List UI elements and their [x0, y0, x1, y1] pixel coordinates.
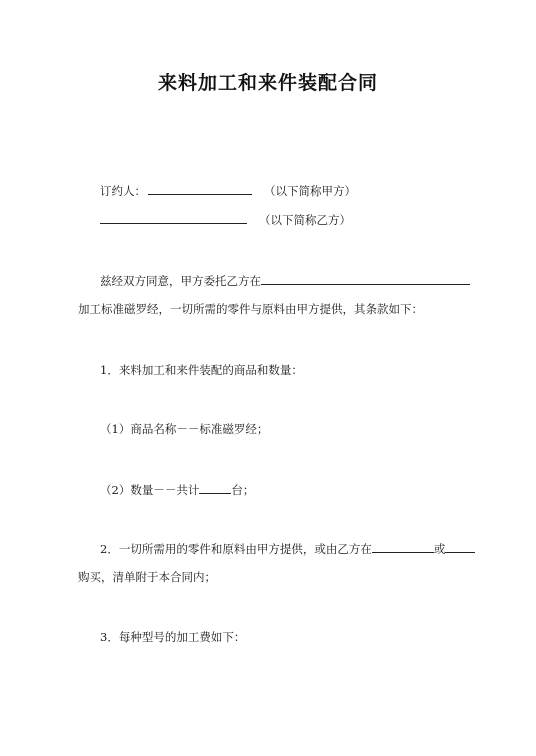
intro-text-1: 兹经双方同意，甲方委托乙方在 — [100, 274, 261, 288]
party-a-blank[interactable] — [148, 182, 252, 195]
clause-1 — [100, 362, 303, 378]
intro-text-2: 加工标准磁罗经，一切所需的零件与原料由甲方提供，其条款如下： — [78, 302, 423, 316]
clause-2-line-1 — [100, 540, 475, 557]
clause-1-item-2-text: （2）数量－－共计 — [100, 483, 200, 497]
clause-2-line-2 — [78, 569, 216, 585]
location-blank[interactable] — [261, 272, 470, 285]
clause-1-item-2 — [100, 481, 254, 498]
clause-3-text: 3．每种型号的加工费如下： — [100, 630, 246, 644]
purchase-place-blank-2[interactable] — [445, 540, 475, 553]
clause-1-item-1-text: （1）商品名称－－标准磁罗经； — [100, 422, 269, 436]
party-a-suffix: （以下简称甲方） — [264, 184, 356, 198]
party-b-blank[interactable] — [100, 211, 247, 224]
quantity-blank[interactable] — [199, 481, 231, 494]
document-title: 来料加工和来件装配合同 — [157, 72, 378, 94]
purchase-place-blank-1[interactable] — [372, 540, 434, 553]
clause-1-item-2-unit: 台； — [231, 483, 255, 497]
clause-2-text: 2．一切所需用的零件和原料由甲方提供，或由乙方在 — [100, 542, 372, 556]
clause-3 — [100, 629, 245, 645]
clause-1-item-1 — [100, 421, 268, 437]
party-a-label: 订约人： — [100, 184, 146, 198]
party-b-line — [100, 211, 351, 228]
clause-2-or: 或 — [433, 542, 446, 556]
party-b-suffix: （以下简称乙方） — [259, 213, 351, 227]
clause-1-text: 1．来料加工和来件装配的商品和数量： — [100, 363, 303, 377]
intro-line-1 — [100, 272, 470, 289]
clause-2-text-2: 购买，清单附于本合同内； — [78, 570, 216, 584]
intro-line-2 — [78, 301, 423, 317]
party-a-line — [100, 182, 356, 199]
